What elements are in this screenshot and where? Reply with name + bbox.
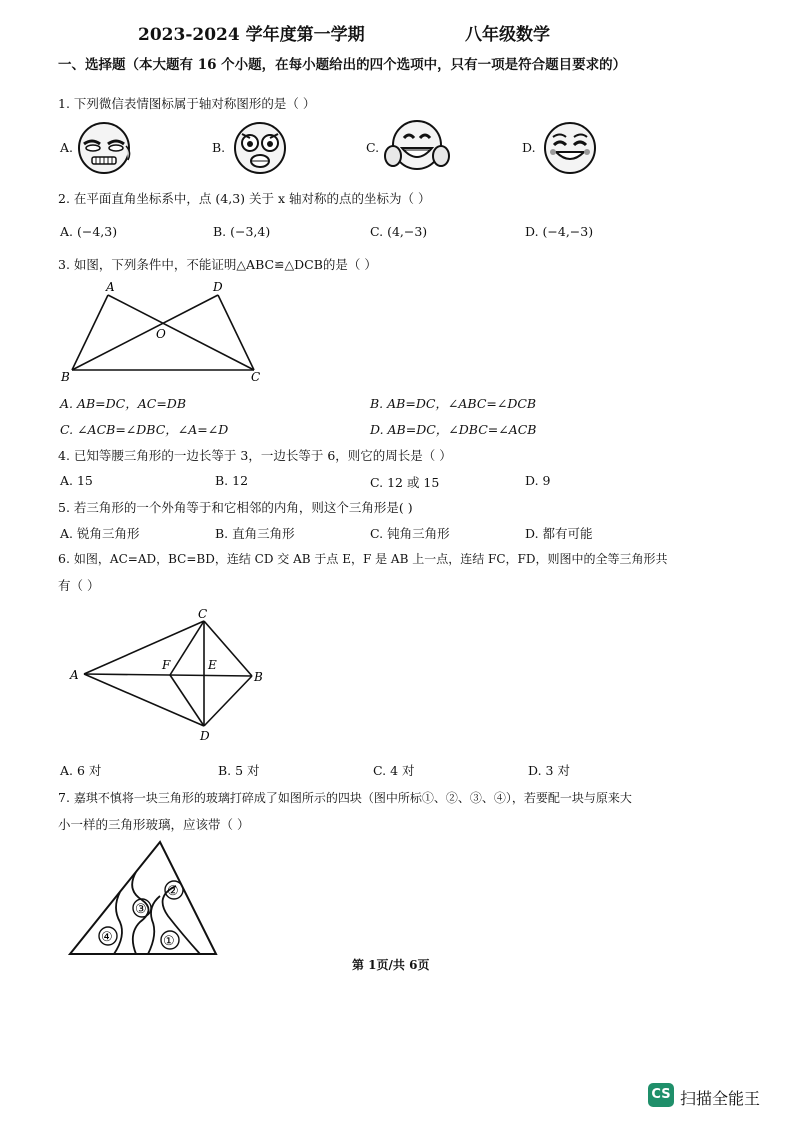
question-3 bbox=[58, 255, 377, 273]
question-2 bbox=[58, 189, 430, 207]
question-number: 5. bbox=[58, 500, 70, 515]
option-a: A. 6 对 bbox=[60, 763, 102, 778]
question-number: 6. bbox=[58, 551, 70, 566]
option-d: D. (−4,−3) bbox=[525, 224, 594, 239]
option-b: B. 直角三角形 bbox=[215, 526, 295, 541]
question-4 bbox=[58, 446, 452, 464]
exam-subject: 八年级数学 bbox=[465, 25, 550, 45]
option-c: C. 12 或 15 bbox=[370, 475, 440, 490]
label-d: D bbox=[213, 280, 223, 294]
question-number: 7. bbox=[58, 790, 70, 805]
question-6-continued: 有（ ） bbox=[58, 578, 100, 593]
question-1 bbox=[58, 94, 315, 112]
option-d: D. AB=DC，∠DBC=∠ACB bbox=[370, 422, 537, 437]
question-text: 已知等腰三角形的一边长等于 3，一边长等于 6，则它的周长是（ ） bbox=[73, 448, 452, 463]
option-c: C. 4 对 bbox=[373, 763, 415, 778]
label-piece-3: ③ bbox=[135, 902, 147, 917]
option-d: D. 9 bbox=[525, 473, 551, 488]
figure-q6 bbox=[64, 604, 274, 744]
option-c: C. (4,−3) bbox=[370, 224, 428, 239]
option-a: A. AB=DC，AC=DB bbox=[60, 396, 187, 411]
option-b: B. 12 bbox=[215, 473, 249, 488]
option-c: C. 钝角三角形 bbox=[370, 526, 450, 541]
section-title: 一、选择题（本大题有 16 个小题，在每小题给出的四个选项中，只有一项是符合题目要求的） bbox=[58, 57, 627, 73]
option-b: B. AB=DC，∠ABC=∠DCB bbox=[370, 396, 537, 411]
option-c: C. ∠ACB=∠DBC，∠A=∠D bbox=[60, 422, 229, 437]
question-7-continued: 小一样的三角形玻璃，应该带（ ） bbox=[58, 817, 250, 832]
option-b: B. 5 对 bbox=[218, 763, 260, 778]
grimace-face-icon bbox=[76, 120, 134, 176]
option-a: A. 15 bbox=[60, 473, 93, 488]
surprised-face-icon bbox=[232, 120, 290, 176]
question-number: 3. bbox=[58, 257, 70, 272]
option-d: D. bbox=[522, 140, 536, 155]
page-number: 第 1页/共 6页 bbox=[352, 958, 430, 972]
question-text: 若三角形的一个外角等于和它相邻的内角，则这个三角形是( ) bbox=[73, 500, 413, 515]
option-b: B. bbox=[212, 140, 226, 155]
option-d: D. 都有可能 bbox=[525, 526, 593, 541]
label-piece-1: ① bbox=[163, 934, 175, 949]
option-c: C. bbox=[366, 140, 380, 155]
question-5 bbox=[58, 498, 413, 516]
label-piece-2: ② bbox=[167, 884, 179, 899]
figure-q3 bbox=[58, 278, 278, 386]
label-e: E bbox=[208, 658, 217, 672]
option-b: B. (−3,4) bbox=[213, 224, 271, 239]
question-text: 嘉琪不慎将一块三角形的玻璃打碎成了如图所示的四块（图中所标①、②、③、④），若要配一块与原来大 bbox=[73, 791, 632, 805]
figure-q7 bbox=[64, 836, 234, 960]
label-c: C bbox=[198, 607, 208, 621]
question-7 bbox=[58, 789, 632, 806]
label-b: B bbox=[254, 670, 263, 684]
label-a: A bbox=[106, 280, 115, 294]
question-text: 在平面直角坐标系中，点 (4,3) 关于 x 轴对称的点的坐标为（ ） bbox=[73, 191, 431, 206]
question-number: 4. bbox=[58, 448, 70, 463]
scanner-app-name: 扫描全能王 bbox=[680, 1089, 761, 1108]
question-text: 下列微信表情图标属于轴对称图形的是（ ） bbox=[73, 96, 316, 111]
label-f: F bbox=[162, 658, 171, 672]
question-text: 如图，AC=AD，BC=BD，连结 CD 交 AB 于点 E，F 是 AB 上一点，连结 FC，FD，则图中的全等三角形共 bbox=[73, 552, 668, 566]
question-text: 如图，下列条件中，不能证明△ABC≌△DCB的是（ ） bbox=[73, 257, 377, 272]
label-b: B bbox=[61, 370, 70, 384]
label-c: C bbox=[251, 370, 261, 384]
label-a: A bbox=[70, 668, 79, 682]
label-piece-4: ④ bbox=[101, 930, 113, 945]
question-number: 1. bbox=[58, 96, 70, 111]
camscanner-logo-icon: CS bbox=[648, 1083, 674, 1107]
option-a: A. 锐角三角形 bbox=[60, 526, 140, 541]
option-a: A. (−4,3) bbox=[60, 224, 118, 239]
question-6 bbox=[58, 550, 667, 567]
option-a: A. bbox=[60, 140, 74, 155]
label-d: D bbox=[200, 729, 210, 743]
option-d: D. 3 对 bbox=[528, 763, 570, 778]
smiling-face-icon bbox=[542, 120, 600, 176]
label-o: O bbox=[156, 327, 166, 341]
question-number: 2. bbox=[58, 191, 70, 206]
laughing-face-icon bbox=[384, 118, 450, 176]
exam-term: 2023-2024 学年度第一学期 bbox=[138, 25, 365, 45]
